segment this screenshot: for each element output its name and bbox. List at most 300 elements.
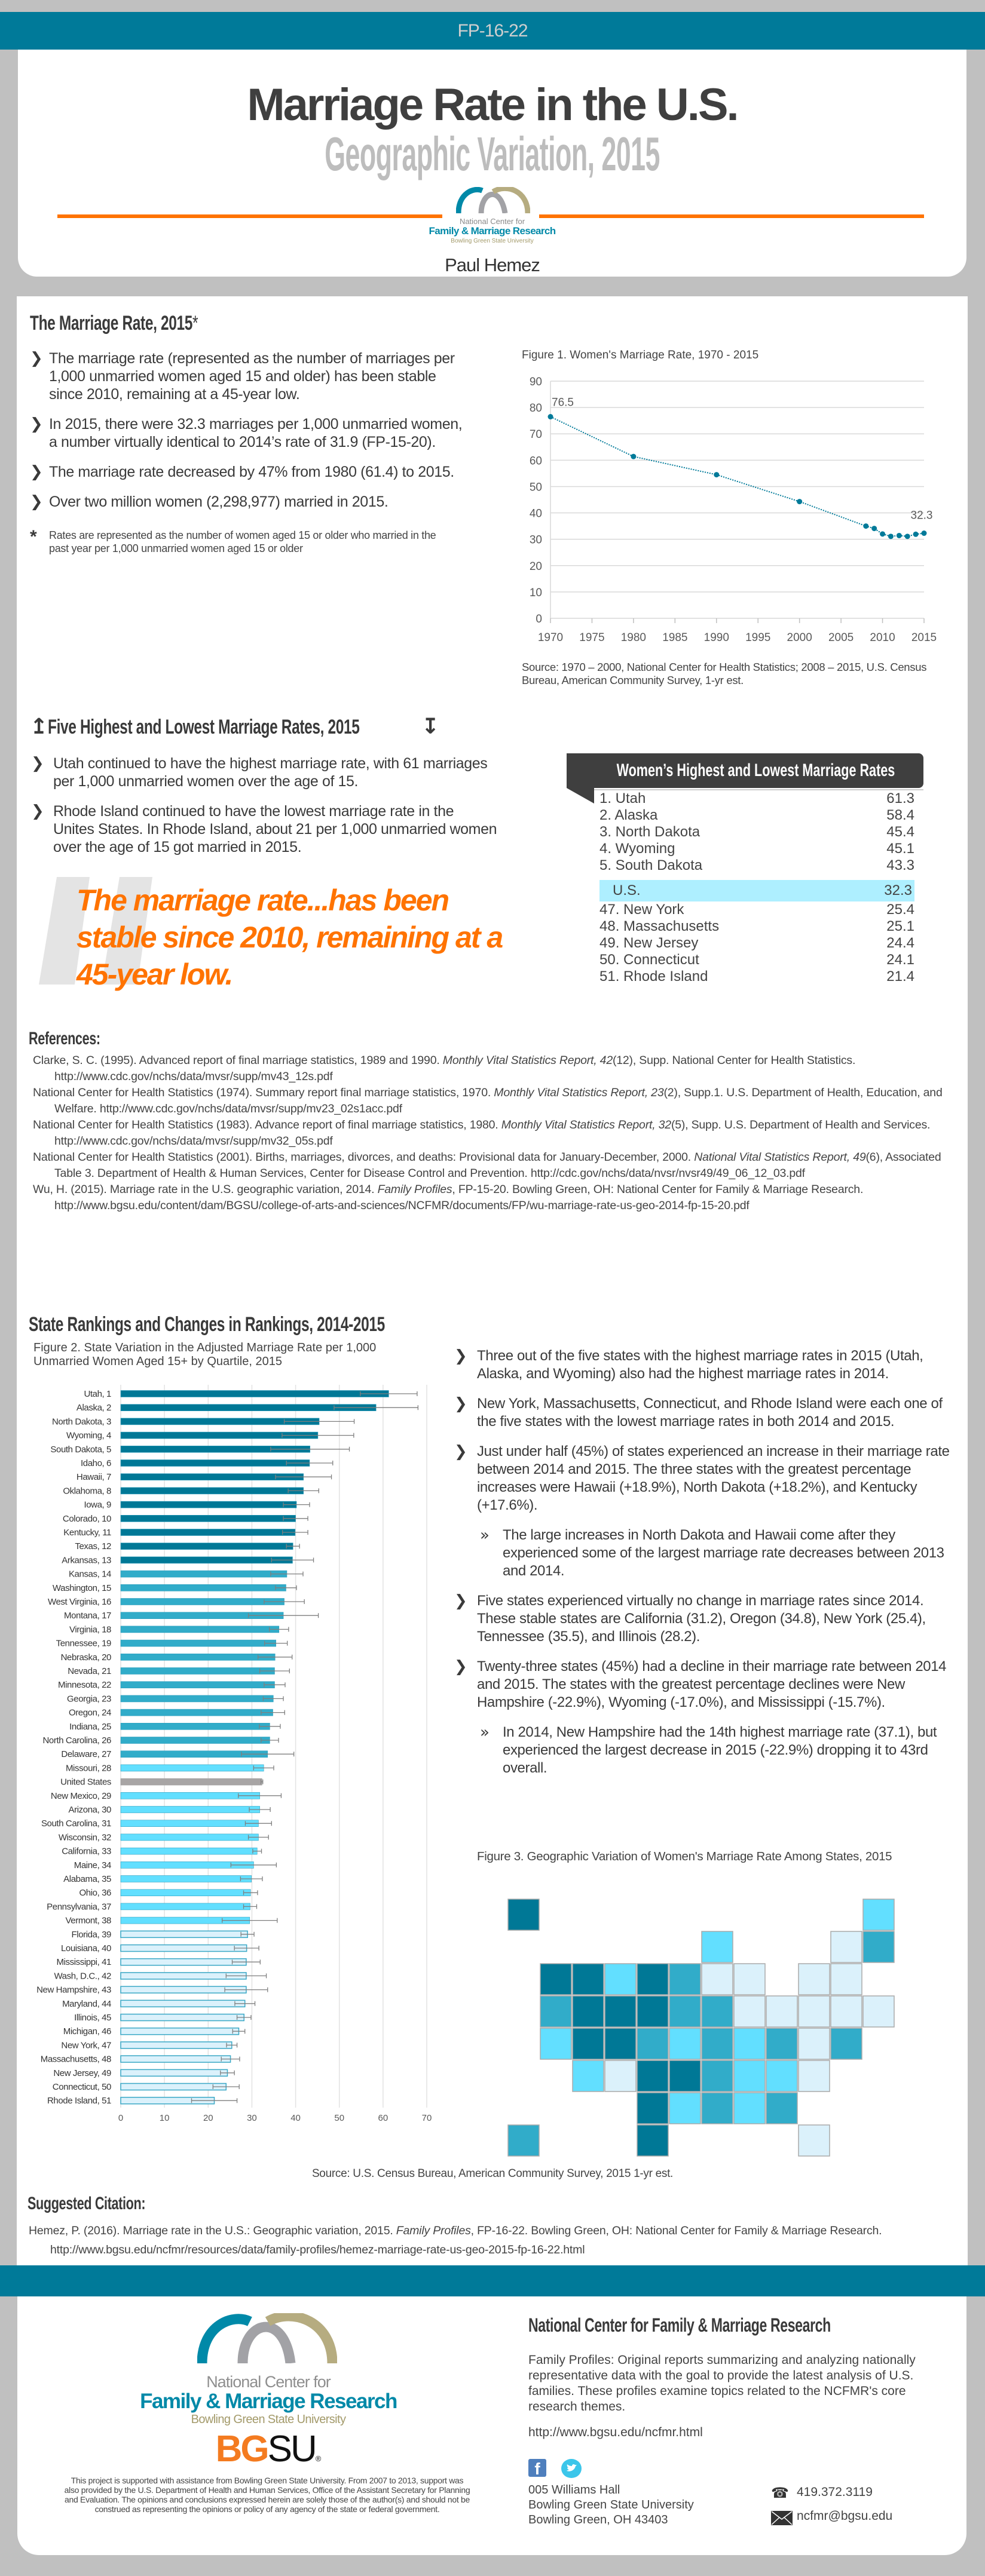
table-row (599, 841, 914, 857)
bar-label: Montana, 17 (64, 1611, 111, 1621)
bar-label: United States (60, 1777, 111, 1787)
state-ia (669, 1996, 700, 2027)
logo-line3: Bowling Green State University (191, 2413, 346, 2426)
chevron-right-icon: ❯ (30, 493, 43, 511)
facebook-icon[interactable]: f (528, 2459, 546, 2477)
state-ks (637, 2060, 668, 2092)
footer-email-link[interactable]: ncfmr@bgsu.edu (797, 2509, 893, 2523)
x-tick-label: 40 (290, 2113, 301, 2123)
bar-label: North Dakota, 3 (51, 1416, 111, 1427)
rate-value: 24.4 (886, 935, 914, 951)
bar (121, 1848, 257, 1854)
bar-label: Vermont, 38 (65, 1915, 111, 1926)
bar-label: Kentucky, 11 (63, 1528, 111, 1538)
bar (121, 2014, 244, 2021)
logo-line2: Family & Marriage Research (140, 2390, 397, 2413)
data-point (863, 523, 868, 529)
state-ms (702, 2093, 733, 2124)
figure3-state-map (496, 1897, 914, 2160)
bar-label: Hawaii, 7 (76, 1472, 111, 1483)
bar-label: Delaware, 27 (61, 1749, 111, 1760)
page-subtitle: Geographic Variation, 2015 (325, 127, 660, 180)
logo-line2: Family & Marriage Research (429, 225, 556, 237)
bullet-text: In 2015, there were 32.3 marriages per 1,000 unmarried women, a number virtually identical to 2014’s rate of 31.9 (FP-15-20). (49, 416, 463, 450)
address-line: Bowling Green State University (528, 2498, 694, 2511)
citation-text (29, 2221, 983, 2259)
subtitle-wrap (18, 128, 966, 180)
x-tick-label: 1975 (579, 631, 605, 644)
bullet-text: The marriage rate decreased by 47% from 1980 (61.4) to 2015. (49, 464, 454, 480)
bar-label: Iowa, 9 (84, 1499, 111, 1510)
bgsu-logo-reg: ® (315, 2454, 322, 2463)
reference-item (33, 1182, 956, 1214)
reference-ital: National Vital Statistics Report, 49 (694, 1151, 866, 1164)
bar (121, 1640, 276, 1646)
citation-heading: Suggested Citation: (27, 2194, 146, 2213)
bar (121, 1945, 247, 1952)
bar-label: Colorado, 10 (62, 1513, 111, 1524)
bar (121, 1460, 310, 1467)
reference-post: , FP-15-20. Bowling Green, OH: National Center for Family & Marriage Research. http://www.bgsu.edu/content/dam/BGSU/college-of-arts-and-sciences/NCFMR/documents/FP/wu-marriage-rate-us-geo-2014-fp-15-20.pdf (54, 1183, 864, 1212)
state-name: 50. Connecticut (599, 952, 699, 968)
state-wa (540, 1964, 571, 1995)
footer-url-link[interactable]: http://www.bgsu.edu/ncfmr.html (528, 2425, 703, 2439)
state-va (766, 2028, 797, 2059)
reference-post: (6), Associated Table 3. Department of Health & Human Services, Center for Disease Control and Prevention. http://cdc.gov/nchs/data/nvsr/nvsr49/49_06_12_03.pdf (54, 1151, 941, 1180)
bar-label: North Carolina, 26 (42, 1735, 111, 1746)
citation-pre: Hemez, P. (2016). Marriage rate in the U.S.: Geographic variation, 2015. (29, 2224, 396, 2237)
rate-value: 32.3 (884, 882, 912, 898)
footnote-asterisk: * (30, 527, 37, 547)
bar-label: Maine, 34 (74, 1860, 111, 1870)
rate-value: 43.3 (886, 857, 914, 873)
state-name: 51. Rhode Island (599, 968, 708, 985)
y-tick-label: 50 (529, 481, 542, 494)
data-point (797, 499, 802, 504)
ncfmr-logo-arches-icon (197, 2313, 337, 2363)
address-line: Bowling Green, OH 43403 (528, 2513, 668, 2526)
reference-item (33, 1149, 956, 1182)
footer-description: Family Profiles: Original reports summarizing and analyzing nationally representative data with the goal to provide the latest analysis of U.S. families. These profiles examine topics related to the NCFMR's core research themes. (528, 2353, 916, 2414)
y-tick-label: 70 (529, 428, 542, 441)
state-mo (669, 2028, 700, 2059)
bullet-item (454, 1724, 959, 1777)
figure1-line-chart (502, 364, 956, 651)
x-tick-label: 1980 (620, 631, 647, 644)
bullet-item (454, 1443, 959, 1514)
rate-value: 25.1 (886, 918, 914, 934)
state-ri (863, 1996, 894, 2027)
table-row (599, 857, 914, 874)
reference-pre: Wu, H. (2015). Marriage rate in the U.S. geographic variation, 2014. (33, 1183, 378, 1196)
data-point (913, 532, 919, 537)
bar-label: New Mexico, 29 (50, 1790, 111, 1801)
chevron-right-icon: ❯ (30, 415, 43, 433)
x-tick-label: 2010 (870, 631, 895, 644)
bar-label: Ohio, 36 (79, 1888, 111, 1899)
bar (121, 1723, 270, 1729)
data-point (548, 414, 553, 419)
state-ky (702, 2028, 733, 2059)
bullet-item (454, 1347, 959, 1383)
bar-label: Illinois, 45 (74, 2013, 111, 2023)
figure3-title: Figure 3. Geographic Variation of Women's Marriage Rate Among States, 2015 (477, 1850, 892, 1863)
figure1-title: Figure 1. Women's Marriage Rate, 1970 - 2015 (522, 349, 759, 361)
y-tick-label: 40 (529, 507, 542, 520)
state-ct (831, 1996, 862, 2027)
header-logo-text (18, 217, 966, 246)
bullet-text: Five states experienced virtually no change in marriage rates since 2014. These stable states are California (31.2), Oregon (34.8), New York (25.4), Tennessee (35.5), and Illinois (28.2). (477, 1593, 926, 1645)
y-tick-label: 0 (536, 613, 542, 625)
state-in (702, 1996, 733, 2027)
y-tick-label: 80 (529, 402, 542, 415)
bar-label: Oklahoma, 8 (63, 1486, 111, 1496)
section-heading-marriage-rate (30, 312, 198, 335)
state-wv (734, 2028, 765, 2059)
state-mt (605, 1964, 636, 1995)
state-nj (799, 1996, 830, 2027)
footnote (30, 529, 472, 555)
section2-bullets (31, 755, 497, 868)
chevron-right-icon: ❯ (31, 755, 44, 772)
top-banner (0, 12, 985, 50)
table-title: Women’s Highest and Lowest Marriage Rates (616, 760, 895, 780)
double-chevron-icon: » (480, 1724, 490, 1741)
bullet-text: Three out of the five states with the highest marriage rates in 2015 (Utah, Alaska, and Wyoming) also had the highest marriage rates in 2014. (477, 1348, 923, 1382)
bullet-item (31, 802, 497, 856)
y-tick-label: 60 (529, 455, 542, 468)
arrow-up-icon: ↥ (30, 714, 48, 739)
report-id: FP-16-22 (457, 21, 528, 41)
x-tick-label: 60 (378, 2113, 389, 2123)
data-point (905, 533, 910, 539)
logo-line1: National Center for (459, 217, 525, 226)
figure1-source: Source: 1970 – 2000, National Center for Health Statistics; 2008 – 2015, U.S. Census Bureau, American Community Survey, 1-yr est. (522, 661, 927, 686)
bar-label: Missouri, 28 (65, 1763, 111, 1774)
state-al (734, 2093, 765, 2124)
state-tn (702, 2060, 733, 2092)
chevron-right-icon: ❯ (454, 1658, 467, 1676)
state-md (799, 2028, 830, 2059)
bar (121, 2084, 226, 2090)
bullet-text: In 2014, New Hampshire had the 14th highest marriage rate (37.1), but experienced the largest decrease in 2015 (-22.9%) dropping it to 43rd overall. (503, 1724, 937, 1776)
reference-pre: Clarke, S. C. (1995). Advanced report of final marriage statistics, 1989 and 1990. (33, 1054, 443, 1067)
citation-italic: Family Profiles (396, 2224, 471, 2237)
rate-value: 61.3 (886, 790, 914, 806)
state-wy (605, 1996, 636, 2027)
state-name: 49. New Jersey (599, 935, 699, 951)
bar-label: Maryland, 44 (62, 1998, 111, 2009)
rate-value: 25.4 (886, 901, 914, 918)
table-row (599, 824, 914, 841)
reference-post: (5), Supp. U.S. Department of Health and Services. http://www.cdc.gov/nchs/data/mvsr/supp/mv32_05s.pdf (54, 1118, 931, 1148)
arrow-down-icon: ↧ (421, 714, 440, 739)
x-tick-label: 70 (421, 2113, 432, 2123)
bullet-item (30, 415, 472, 451)
state-name: 48. Massachusetts (599, 918, 720, 934)
title-card (18, 50, 966, 277)
bar (121, 1820, 258, 1827)
bullet-item (454, 1395, 959, 1431)
bullet-item (454, 1592, 959, 1646)
bar-label: Idaho, 6 (80, 1458, 111, 1468)
chevron-right-icon: ❯ (454, 1443, 467, 1461)
x-tick-label: 20 (203, 2113, 213, 2123)
table-row (599, 807, 914, 824)
bullet-item (454, 1526, 959, 1580)
bullet-text: Rhode Island continued to have the lowest marriage rate in the Unites States. In Rhode Island, about 21 per 1,000 unmarried women over the age of 15 got married in 2015. (53, 803, 497, 855)
asterisk-mark: * (192, 312, 198, 335)
table-row (599, 968, 914, 985)
data-point (888, 533, 894, 539)
bar (121, 2000, 245, 2007)
bullet-item (454, 1658, 959, 1712)
y-tick-label: 20 (529, 560, 542, 573)
x-tick-label: 10 (159, 2113, 170, 2123)
state-ok (637, 2093, 668, 2124)
footer-address (528, 2483, 694, 2528)
bar-label: Louisiana, 40 (60, 1943, 111, 1954)
pull-quote: The marriage rate...has been stable since 2010, remaining at a 45-year low. (77, 884, 503, 991)
bar-label: Arizona, 30 (68, 1805, 111, 1815)
bullet-text: Over two million women (2,298,977) married in 2015. (49, 493, 389, 510)
data-label: 76.5 (552, 396, 574, 409)
section3-bullets (454, 1347, 959, 1789)
state-name: 1. Utah (599, 790, 646, 806)
table-row (599, 880, 914, 901)
bar (121, 1765, 264, 1771)
state-name: 47. New York (599, 901, 684, 918)
state-vt (831, 1931, 862, 1962)
chevron-right-icon: ❯ (30, 349, 43, 367)
data-point (714, 472, 719, 477)
section-heading-state-rankings: State Rankings and Changes in Rankings, 2014-2015 (29, 1313, 385, 1336)
bar (121, 1515, 296, 1522)
address-line: 005 Williams Hall (528, 2483, 620, 2497)
table-row (599, 901, 914, 918)
bar-label: Pennsylvania, 37 (47, 1902, 111, 1912)
bar (121, 1931, 247, 1937)
bar-label: Alaska, 2 (76, 1403, 111, 1413)
bar-label: New Jersey, 49 (53, 2068, 111, 2078)
bar-label: Tennessee, 19 (56, 1638, 111, 1649)
figure2-bar-chart (24, 1380, 442, 2133)
bgsu-logo-bg: BG (215, 2428, 268, 2470)
data-label: 32.3 (910, 509, 933, 522)
x-tick-label: 2015 (911, 631, 937, 644)
ncfmr-logo-arches-icon (456, 187, 530, 213)
bar (121, 1876, 252, 1882)
table-header-tail (567, 788, 594, 804)
state-de (831, 2028, 862, 2059)
email-icon (771, 2511, 793, 2525)
bar (121, 1557, 292, 1563)
bar-label: Mississippi, 41 (56, 1957, 111, 1968)
x-tick-label: 1995 (745, 631, 771, 644)
state-ny (799, 1964, 830, 1995)
heading-text: The Marriage Rate, 2015 (30, 312, 193, 335)
state-mn (669, 1964, 700, 1995)
x-tick-label: 1985 (662, 631, 688, 644)
footer-phone: 419.372.3119 (797, 2485, 873, 2499)
state-co (605, 2028, 636, 2059)
bar-label: South Dakota, 5 (50, 1444, 111, 1455)
state-il (702, 1964, 733, 1995)
figure2-title: Figure 2. State Variation in the Adjusted Marriage Rate per 1,000 Unmarried Women Aged 15+ by Quartile, 2015 (33, 1341, 377, 1368)
state-oh (734, 1996, 765, 2027)
x-tick-label: 2000 (787, 631, 812, 644)
reference-pre: National Center for Health Statistics (2001). Births, marriages, divorces, and deaths: Provisional data for January-December, 2000. (33, 1151, 695, 1164)
bar (121, 1682, 274, 1688)
state-name: 5. South Dakota (599, 857, 703, 873)
bar-label: Connecticut, 50 (52, 2082, 111, 2092)
data-point (631, 454, 636, 459)
reference-item (33, 1117, 956, 1149)
bar-label: Florida, 39 (71, 1929, 111, 1940)
state-dc (799, 2060, 830, 2092)
state-nd (637, 1964, 668, 1995)
section-heading-five-highest: Five Highest and Lowest Marriage Rates, 2015 (48, 716, 360, 738)
table-header (567, 753, 923, 788)
x-tick-label: 0 (118, 2113, 124, 2123)
bullet-item (30, 349, 472, 403)
bgsu-logo-su: SU (267, 2428, 316, 2470)
bar (121, 2069, 227, 2076)
rate-value: 24.1 (886, 952, 914, 968)
bar (121, 1543, 293, 1550)
rate-value: 58.4 (886, 807, 914, 823)
state-fl (799, 2125, 830, 2156)
bar-label: Minnesota, 22 (57, 1680, 111, 1691)
bar-label: Wisconsin, 32 (58, 1832, 111, 1843)
reference-item (33, 1053, 956, 1085)
footer-disclaimer: This project is supported with assistance from Bowling Green State University. From 2007 to 2013, support was also provided by the U.S. Department of Health and Human Services, Office of the Assistant Secretary for Planning and Evaluation. The opinions and conclusions expressed herein are solely those of the author(s) and should not be construed as representing the opinions or policy of any agency of the state or federal government. (64, 2476, 470, 2514)
bullet-text: The marriage rate (represented as the number of marriages per 1,000 unmarried women aged 15 and older) has been stable since 2010, remaining at a 45-year low. (49, 350, 455, 403)
logo-line1: National Center for (206, 2373, 331, 2391)
bullet-text: The large increases in North Dakota and Hawaii come after they experienced some of the largest marriage rate decreases between 2013 and 2014. (503, 1527, 944, 1579)
bar (121, 2028, 238, 2035)
bar-label: New York, 47 (61, 2040, 111, 2051)
reference-pre: National Center for Health Statistics (1974). Summary report final marriage statistics, 1970. (33, 1086, 494, 1099)
bar (121, 1959, 246, 1965)
state-id (573, 1964, 604, 1995)
reference-ital: Monthly Vital Statistics Report, 42 (442, 1054, 613, 1067)
x-tick-label: 1970 (537, 631, 564, 644)
bar-label: Nevada, 21 (68, 1666, 111, 1676)
bar (121, 1737, 270, 1744)
table-row (599, 790, 914, 807)
data-point (897, 533, 902, 538)
x-tick-label: 1990 (703, 631, 729, 644)
bar-label: Kansas, 14 (68, 1569, 111, 1580)
bar (121, 1488, 304, 1494)
y-tick-label: 10 (529, 586, 542, 599)
logo-line3: Bowling Green State University (451, 238, 534, 244)
data-point (922, 530, 927, 536)
bgsu-logo (77, 2428, 460, 2476)
rate-value: 45.1 (886, 841, 914, 857)
bar (121, 1695, 273, 1702)
bullet-item (30, 463, 472, 481)
references-list (33, 1053, 956, 1214)
bar-label: New Hampshire, 43 (36, 1985, 111, 1995)
bar-label: Utah, 1 (84, 1389, 111, 1399)
bar (121, 1599, 285, 1605)
bullet-text: Just under half (45%) of states experienced an increase in their marriage rate between 2014 and 2015. The three states with the greatest percentage increases were Hawaii (+18.9%), North Dakota (+18.2%), and Kentucky (+17.6%). (477, 1443, 950, 1513)
x-tick-label: 50 (334, 2113, 345, 2123)
page-title: Marriage Rate in the U.S. (247, 79, 738, 130)
bar (121, 1834, 258, 1841)
bar (121, 2056, 231, 2062)
phone-icon: ☎ (771, 2485, 789, 2501)
data-point (871, 526, 877, 531)
bar-label: South Carolina, 31 (41, 1818, 111, 1829)
bar (121, 1584, 286, 1591)
y-tick-label: 90 (529, 376, 542, 388)
state-mi (734, 1964, 765, 1995)
bar (121, 1571, 287, 1577)
state-name: 2. Alaska (599, 807, 658, 823)
twitter-icon[interactable] (561, 2459, 582, 2478)
state-ne (637, 2028, 668, 2059)
bar-label: Oregon, 24 (68, 1707, 111, 1718)
bar-label: Washington, 15 (52, 1583, 111, 1593)
state-name: U.S. (613, 882, 641, 898)
bar (121, 1501, 296, 1508)
bar (121, 2042, 232, 2048)
reference-ital: Family Profiles (377, 1183, 452, 1196)
bar (121, 1778, 262, 1785)
bar-label: Georgia, 23 (67, 1694, 111, 1704)
bullet-item (31, 755, 497, 790)
bar-label: Nebraska, 20 (60, 1652, 111, 1663)
bar-label: Arkansas, 13 (62, 1555, 111, 1566)
section1-bullets (30, 349, 472, 567)
bar-label: Rhode Island, 51 (47, 2096, 111, 2106)
bar-label: Virginia, 18 (69, 1624, 111, 1635)
x-tick-label: 2005 (828, 631, 854, 644)
state-or (540, 1996, 571, 2027)
bar-label: Massachusetts, 48 (40, 2054, 111, 2065)
table-row (599, 918, 914, 935)
footnote-text: Rates are represented as the number of women aged 15 or older who married in the past year per 1,000 unmarried women aged 15 or older (49, 529, 436, 554)
bar (121, 1391, 389, 1397)
bar (121, 1668, 274, 1675)
bar (121, 1626, 279, 1633)
state-name: 3. North Dakota (599, 824, 700, 840)
state-ak (508, 1899, 539, 1930)
state-ga (766, 2093, 797, 2124)
author-name: Paul Hemez (445, 254, 540, 275)
reference-item (33, 1085, 956, 1117)
double-chevron-icon: » (480, 1526, 490, 1544)
state-name: 4. Wyoming (599, 841, 675, 857)
bar-label: California, 33 (62, 1846, 111, 1857)
state-pa (766, 1996, 797, 2027)
state-nh (863, 1931, 894, 1962)
bar-label: Texas, 12 (75, 1541, 111, 1552)
references-heading: References: (29, 1029, 100, 1048)
chevron-right-icon: ❯ (30, 463, 43, 481)
rate-value: 45.4 (886, 824, 914, 840)
reference-ital: Monthly Vital Statistics Report, 23 (494, 1086, 664, 1099)
chevron-right-icon: ❯ (31, 802, 44, 820)
footer-logo-text (77, 2373, 460, 2427)
bar-label: Wyoming, 4 (66, 1430, 111, 1441)
bullet-text: Utah continued to have the highest marriage rate, with 61 marriages per 1,000 unmarried women over the age of 15. (53, 755, 488, 790)
state-hi (508, 2125, 539, 2156)
data-point (880, 531, 885, 536)
